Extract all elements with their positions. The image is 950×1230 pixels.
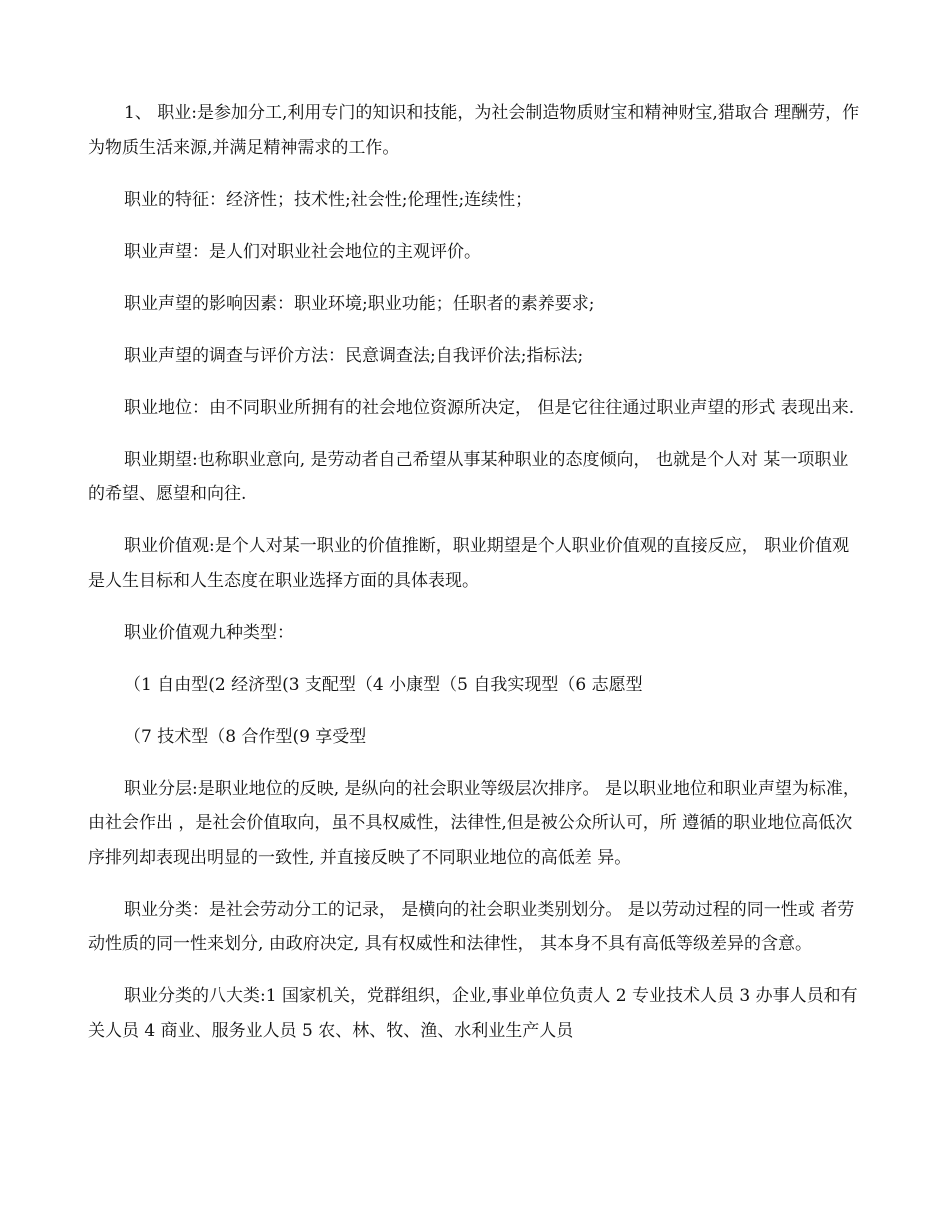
paragraph-occupational-classification: 职业分类：是社会劳动分工的记录， 是横向的社会职业类别划分。 是以劳动过程的同一性或 者劳动性质的同一性来划分, 由政府决定, 具有权威性和法律性， 其本身不具有高低等级差异的含意。 (88, 899, 855, 954)
paragraph-occupational-status: 职业地位：由不同职业所拥有的社会地位资源所决定， 但是它往往通过职业声望的形式 表现出来. (124, 397, 855, 418)
document-body (88, 96, 863, 1066)
paragraph-occupational-prestige: 职业声望：是人们对职业社会地位的主观评价。 (124, 241, 481, 262)
paragraph-occupational-expectation: 职业期望:也称职业意向, 是劳动者自己希望从事某种职业的态度倾向， 也就是个人对 某一项职业的希望、愿望和向往. (88, 449, 849, 504)
paragraph-eight-categories: 职业分类的八大类:1 国家机关，党群组织，企业,事业单位负责人 2 专业技术人员 3 办事人员和有关人员 4 商业、服务业人员 5 农、林、牧、渔、水利业生产人员 (88, 986, 858, 1041)
paragraph-values-types-7-9: （7 技术型（8 合作型(9 享受型 (124, 726, 367, 747)
paragraph-prestige-factors: 职业声望的影响因素：职业环境;职业功能；任职者的素养要求; (124, 293, 595, 314)
paragraph-prestige-methods: 职业声望的调查与评价方法：民意调查法;自我评价法;指标法; (124, 345, 584, 366)
paragraph-occupational-stratification: 职业分层:是职业地位的反映, 是纵向的社会职业等级层次排序。 是以职业地位和职业声望为标准，由社会作出 ，是社会价值取向，虽不具权威性，法律性,但是被公众所认可，所 遵循的职业地位高低次序排列却表现出明显的一致性, 并直接反映了不同职业地位的高低差 异。 (88, 778, 860, 868)
paragraph-occupation-features: 职业的特征：经济性；技术性;社会性;伦理性;连续性； (124, 189, 533, 210)
paragraph-values-types-heading: 职业价值观九种类型： (124, 622, 294, 643)
paragraph-values-types-1-6: （1 自由型(2 经济型(3 支配型（4 小康型（5 自我实现型（6 志愿型 (124, 674, 643, 695)
paragraph-occupational-values: 职业价值观:是个人对某一职业的价值推断，职业期望是个人职业价值观的直接反应， 职业价值观是人生目标和人生态度在职业选择方面的具体表现。 (88, 536, 850, 591)
paragraph-occupation-definition: 1、 职业:是参加分工,利用专门的知识和技能，为社会制造物质财宝和精神财宝,猎取合 理酬劳，作为物质生活来源,并满足精神需求的工作。 (88, 103, 860, 158)
